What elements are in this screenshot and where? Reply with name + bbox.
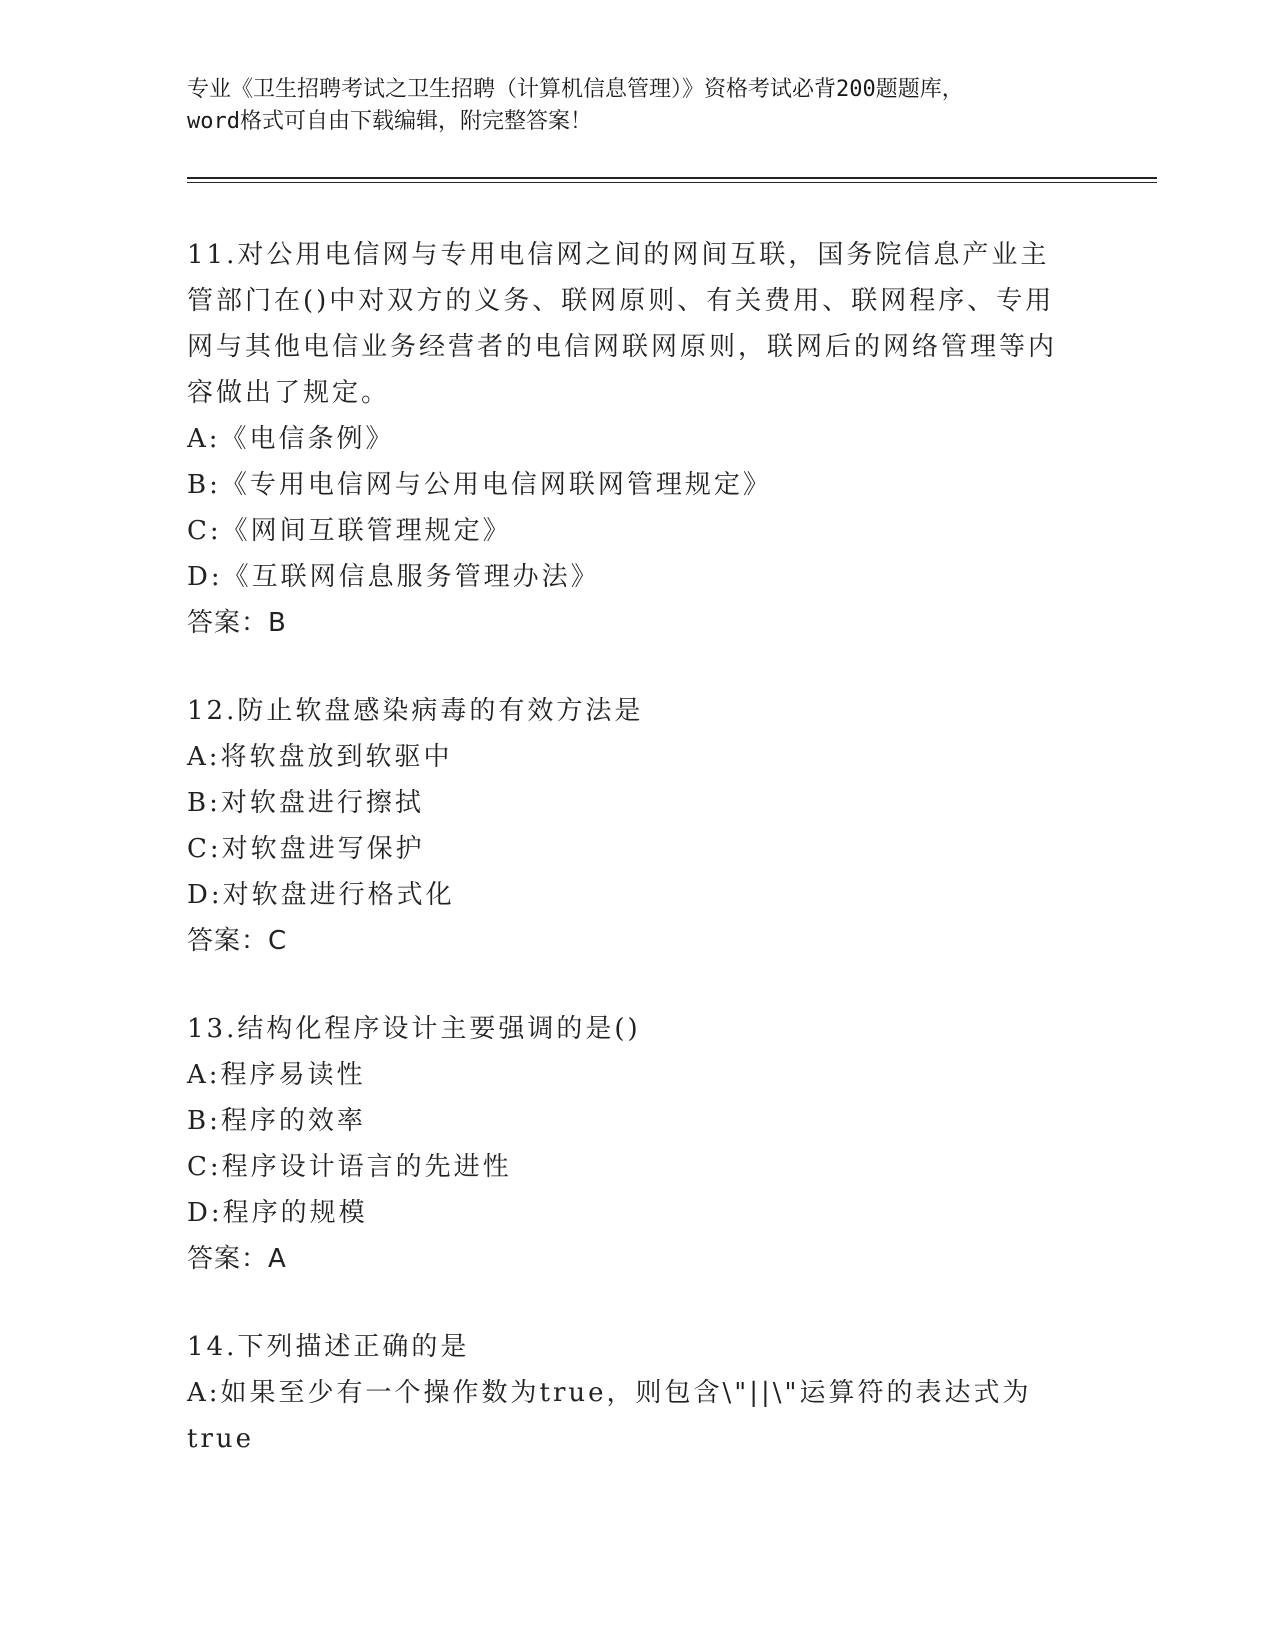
answer-line: 答案：B (187, 608, 287, 638)
option-d: D:程序的规模 (187, 1198, 368, 1228)
question-14 (187, 1324, 1087, 1462)
document-header (187, 74, 1087, 138)
option-a: A:如果至少有一个操作数为true，则包含\"||\"运算符的表达式为true (187, 1378, 1032, 1454)
answer-line: 答案：A (187, 1244, 287, 1274)
question-stem: 13.结构化程序设计主要强调的是() (187, 1014, 641, 1044)
question-stem: 12.防止软盘感染病毒的有效方法是 (187, 696, 644, 726)
option-c: C:程序设计语言的先进性 (187, 1152, 512, 1182)
header-line-1: 专业《卫生招聘考试之卫生招聘（计算机信息管理）》资格考试必背200题题库， (187, 77, 964, 102)
header-divider-thin (187, 182, 1157, 183)
option-a: A:将软盘放到软驱中 (187, 742, 453, 772)
option-d: D:对软盘进行格式化 (187, 880, 455, 910)
option-b: B:《专用电信网与公用电信网联网管理规定》 (187, 470, 772, 500)
answer-line: 答案：C (187, 926, 288, 956)
question-13 (187, 1006, 1087, 1282)
option-a: A:《电信条例》 (187, 424, 395, 454)
option-a: A:程序易读性 (187, 1060, 366, 1090)
option-d: D:《互联网信息服务管理办法》 (187, 562, 600, 592)
header-divider-thick (187, 177, 1157, 179)
option-c: C:对软盘进写保护 (187, 834, 425, 864)
question-stem: 14.下列描述正确的是 (187, 1332, 470, 1362)
question-11 (187, 232, 1087, 646)
header-line-2: word格式可自由下载编辑，附完整答案！ (187, 109, 592, 134)
question-stem: 11.对公用电信网与专用电信网之间的网间互联，国务院信息产业主管部门在()中对双方的义务、联网原则、有关费用、联网程序、专用网与其他电信业务经营者的电信网联网原则，联网后的网络管理等内容做出了规定。 (187, 240, 1058, 408)
option-b: B:程序的效率 (187, 1106, 366, 1136)
question-list (187, 232, 1087, 1504)
option-b: B:对软盘进行擦拭 (187, 788, 424, 818)
option-c: C:《网间互联管理规定》 (187, 516, 512, 546)
question-12 (187, 688, 1087, 964)
